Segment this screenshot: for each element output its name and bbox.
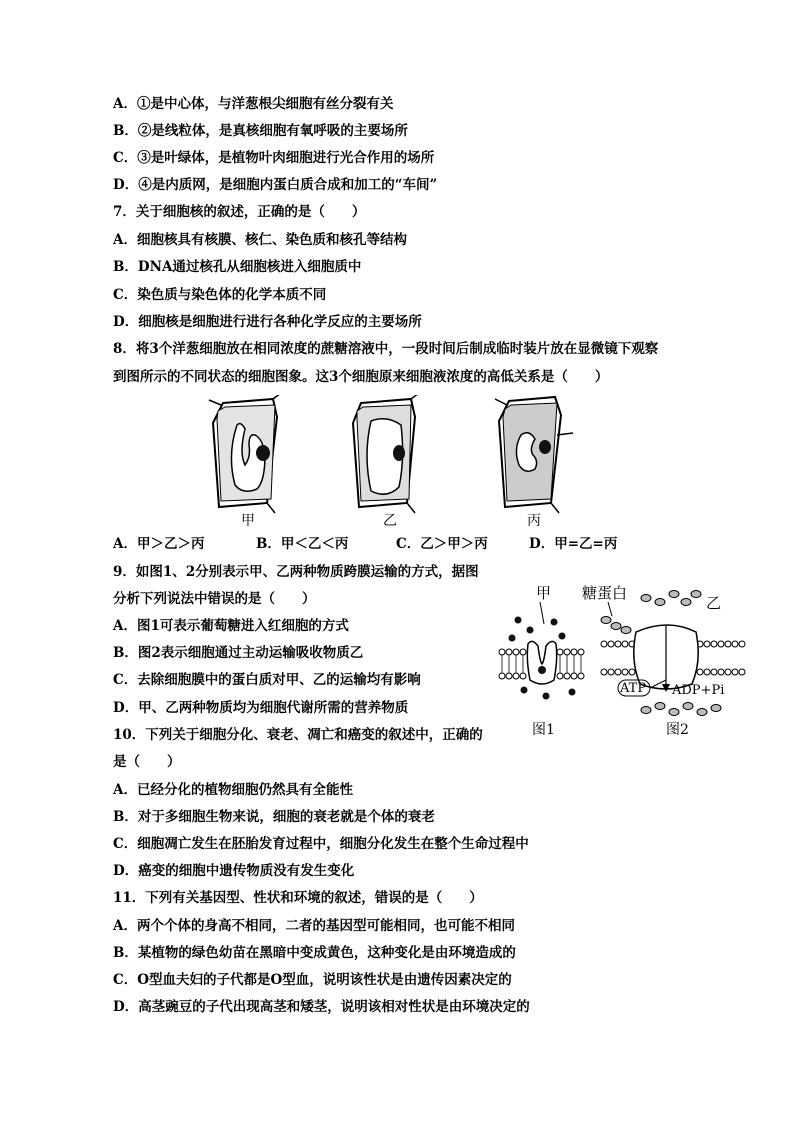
q10-stem-line2: 是（ ）	[113, 754, 181, 770]
q7-option-c: C．染色质与染色体的化学本质不同	[113, 287, 327, 303]
label-atp: ATP	[620, 681, 647, 696]
q8-stem-line2: 到图所示的不同状态的细胞图象。这3个细胞原来细胞液浓度的高低关系是（ ）	[113, 369, 609, 385]
q6-option-a: A．①是中心体，与洋葱根尖细胞有丝分裂有关	[113, 96, 394, 112]
figure2-membrane	[582, 584, 745, 738]
q10-stem-line1: 10．下列关于细胞分化、衰老、凋亡和癌变的叙述中，正确的	[113, 727, 483, 743]
q9-option-a: A．图1可表示葡萄糖进入红细胞的方式	[113, 618, 349, 634]
q8-option-c: C．乙＞甲＞丙	[396, 536, 488, 552]
q7-option-d: D．细胞核是细胞进行进行各种化学反应的主要场所	[113, 314, 422, 330]
cell-jia	[209, 395, 281, 513]
cell-yi	[353, 395, 419, 513]
q8-cells-figure	[205, 395, 595, 533]
label-adp-pi: ADP+Pi	[672, 683, 725, 698]
q7-option-b: B．DNA通过核孔从细胞核进入细胞质中	[113, 259, 362, 275]
q9-stem-line1: 9．如图1、2分别表示甲、乙两种物质跨膜运输的方式，据图	[113, 564, 479, 580]
q10-option-b: B．对于多细胞生物来说，细胞的衰老就是个体的衰老	[113, 809, 435, 825]
caption-figure1: 图1	[532, 722, 555, 738]
q11-option-b: B．某植物的绿色幼苗在黑暗中变成黄色，这种变化是由环境造成的	[113, 945, 516, 961]
figure1-membrane	[499, 584, 584, 738]
q9-stem-line2: 分析下列说法中错误的是（ ）	[113, 591, 316, 607]
q8-option-a: A．甲＞乙＞丙	[113, 536, 205, 552]
cell-bing	[495, 397, 573, 513]
q8-option-b: B．甲＜乙＜丙	[256, 536, 349, 552]
q11-option-c: C．O型血夫妇的子代都是O型血，说明该性状是由遗传因素决定的	[113, 972, 512, 988]
q8-stem-line1: 8．将3个洋葱细胞放在相同浓度的蔗糖溶液中，一段时间后制成临时装片放在显微镜下观察	[113, 341, 659, 357]
cell-label-yi: 乙	[383, 513, 397, 529]
q6-option-b: B．②是线粒体，是真核细胞有氧呼吸的主要场所	[113, 123, 408, 139]
label-jia: 甲	[536, 584, 552, 602]
q7-stem: 7．关于细胞核的叙述，正确的是（ ）	[113, 204, 366, 220]
q9-option-b: B．图2表示细胞通过主动运输吸收物质乙	[113, 645, 364, 661]
q6-option-c: C．③是叶绿体，是植物叶肉细胞进行光合作用的场所	[113, 150, 435, 166]
label-yi: 乙	[706, 594, 722, 612]
q11-stem: 11．下列有关基因型、性状和环境的叙述，错误的是（ ）	[113, 890, 483, 906]
cell-label-jia: 甲	[241, 513, 255, 529]
q6-option-d: D．④是内质网，是细胞内蛋白质合成和加工的“车间”	[113, 177, 438, 193]
q11-option-a: A．两个个体的身高不相同，二者的基因型可能相同，也可能不相同	[113, 918, 515, 934]
q9-option-d: D．甲、乙两种物质均为细胞代谢所需的营养物质	[113, 700, 409, 716]
q9-transport-figure	[496, 580, 758, 742]
q7-option-a: A．细胞核具有核膜、核仁、染色质和核孔等结构	[113, 232, 407, 248]
q11-option-d: D．高茎豌豆的子代出现高茎和矮茎，说明该相对性状是由环境决定的	[113, 999, 530, 1015]
q8-options	[113, 535, 617, 553]
cell-label-bing: 丙	[527, 513, 541, 529]
q10-option-a: A．已经分化的植物细胞仍然具有全能性	[113, 782, 353, 798]
q9-option-c: C．去除细胞膜中的蛋白质对甲、乙的运输均有影响	[113, 672, 421, 688]
label-tangdanbai: 糖蛋白	[582, 584, 628, 602]
caption-figure2: 图2	[666, 722, 689, 738]
q10-option-d: D．癌变的细胞中遗传物质没有发生变化	[113, 863, 355, 879]
q10-option-c: C．细胞凋亡发生在胚胎发育过程中，细胞分化发生在整个生命过程中	[113, 836, 529, 852]
q8-option-d: D．甲=乙=丙	[529, 536, 618, 552]
